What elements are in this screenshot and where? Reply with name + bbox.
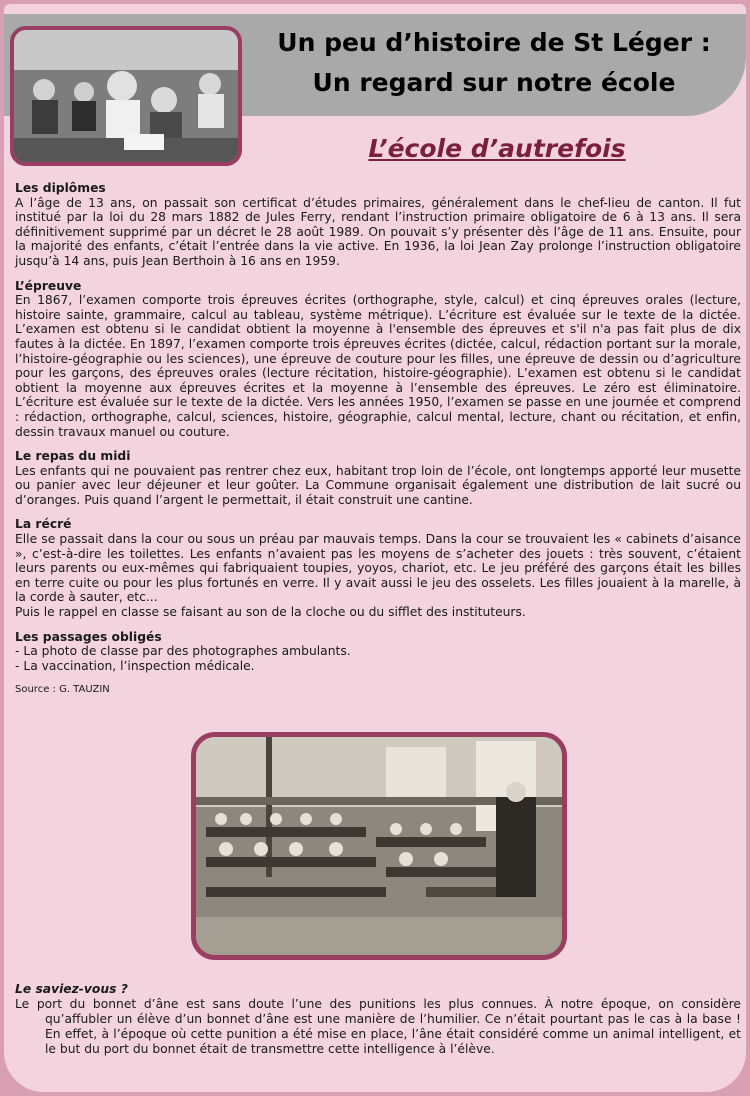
did-you-know-text: Le port du bonnet d’âne est sans doute l’une des punitions les plus connues. À notre époque, on considère qu’affubler un élève d’un bonnet d’âne est une manière de l’humilier. Ce n’était pourtant pas le cas à la base ! En effet, à l’époque où cette punition a été mise en place, l’âne était considéré comme un animal intelligent, et le but du port du bonnet était de transmettre cette intelligence à l’élève. [15,997,741,1056]
section-body-diplomes: A l’âge de 13 ans, on passait son certificat d’études primaires, généralement dans le chef-lieu de canton. Il fut institué par la loi du 28 mars 1882 de Jules Ferry, rendant l’instruction primaire obligatoire de 6 à 13 ans. Il sera définitivement supprimé par un décret le 28 août 1989. On pouvait s’y présenter dès l’âge de 11 ans. Ensuite, pour la majorité des enfants, c’était l’entrée dans la vie active. En 1936, la loi Jean Zay prolonge l’instruction obligatoire jusqu’à 14 ans, puis Jean Berthoin à 16 ans en 1959. [15,195,741,268]
section-body-epreuve: En 1867, l’examen comporte trois épreuves écrites (orthographe, style, calcul) et cinq épreuves orales (lecture, histoire sainte, grammaire, calcul au tableau, système métrique). L’écriture est évaluée sur le texte de la dictée. L’examen est obtenu si le candidat obtient la moyenne à l'ensemble des épreuves et s'il n'a pas fait plus de dix fautes à la dictée. En 1897, l’examen comporte trois épreuves écrites (dictée, calcul, rédaction portant sur la morale, l’histoire-géographie ou les sciences), une épreuve de couture pour les filles, une épreuve de dessin ou d’agriculture pour les garçons, des épreuves orales (lecture récitation, histoire-géographie). L’examen est obtenu si le candidat obtient la moyenne aux épreuves écrites et la moyenne à l’ensemble des épreuves. Le zéro est éliminatoire. L’écriture est évaluée sur le texte de la dictée. Vers les années 1950, l’examen se passe en une journée et comprend : rédaction, orthographe, calcul, sciences, histoire, géographie, calcul mental, lecture, chant ou récitation, et enfin, dessin travaux manuel ou couture. [15,293,741,439]
passages-item-vaccination: - La vaccination, l’inspection médicale. [15,658,255,673]
did-you-know-title: Le saviez-vous ? [15,982,128,996]
page-subtitle: L’école d’autrefois [368,134,626,163]
page-panel [4,4,746,1092]
section-title-passages: Les passages obligés [15,629,162,644]
classroom-photo [191,732,567,960]
section-body-repas: Les enfants qui ne pouvaient pas rentrer chez eux, habitant trop loin de l’école, ont longtemps apporté leur musette ou panier avec leur déjeuner et leur goûter. La Commune organisait également une distribution de lait sucré ou d’oranges. Puis quand l’argent le permettait, il était construit une cantine. [15,463,741,507]
article-body [15,181,741,708]
school-children-photo [10,26,242,166]
did-you-know-box [15,982,741,1057]
section-title-repas: Le repas du midi [15,449,131,464]
passages-item-photo: - La photo de classe par des photographes ambulants. [15,644,351,659]
section-title-epreuve: L’épreuve [15,278,82,293]
school-children-illustration [14,30,238,162]
section-title-diplomes: Les diplômes [15,181,106,195]
section-body-recre-2: Puis le rappel en classe se faisant au son de la cloche ou du sifflet des instituteurs. [15,605,526,620]
source-credit: Source : G. TAUZIN [15,684,110,696]
section-title-recre: La récré [15,517,72,532]
page-title-line2: Un regard sur notre école [312,68,676,97]
section-body-recre: Elle se passait dans la cour ou sous un préau par mauvais temps. Dans la cour se trouvaient les « cabinets d’aisance », c’est-à-dire les toilettes. Les enfants n’avaient pas les moyens de s’acheter des jouets : très souvent, c’étaient leurs parents ou eux-mêmes qui fabriquaient toupies, yoyos, chariot, etc. Le jeu préféré des garçons était les billes en terre cuite ou pour les plus fortunés en verre. Il y avait aussi le jeu des osselets. Les filles jouaient à la marelle, à la corde à sauter, etc... [15,532,741,605]
classroom-illustration [196,737,562,955]
page-title-line1: Un peu d’histoire de St Léger : [277,28,711,57]
